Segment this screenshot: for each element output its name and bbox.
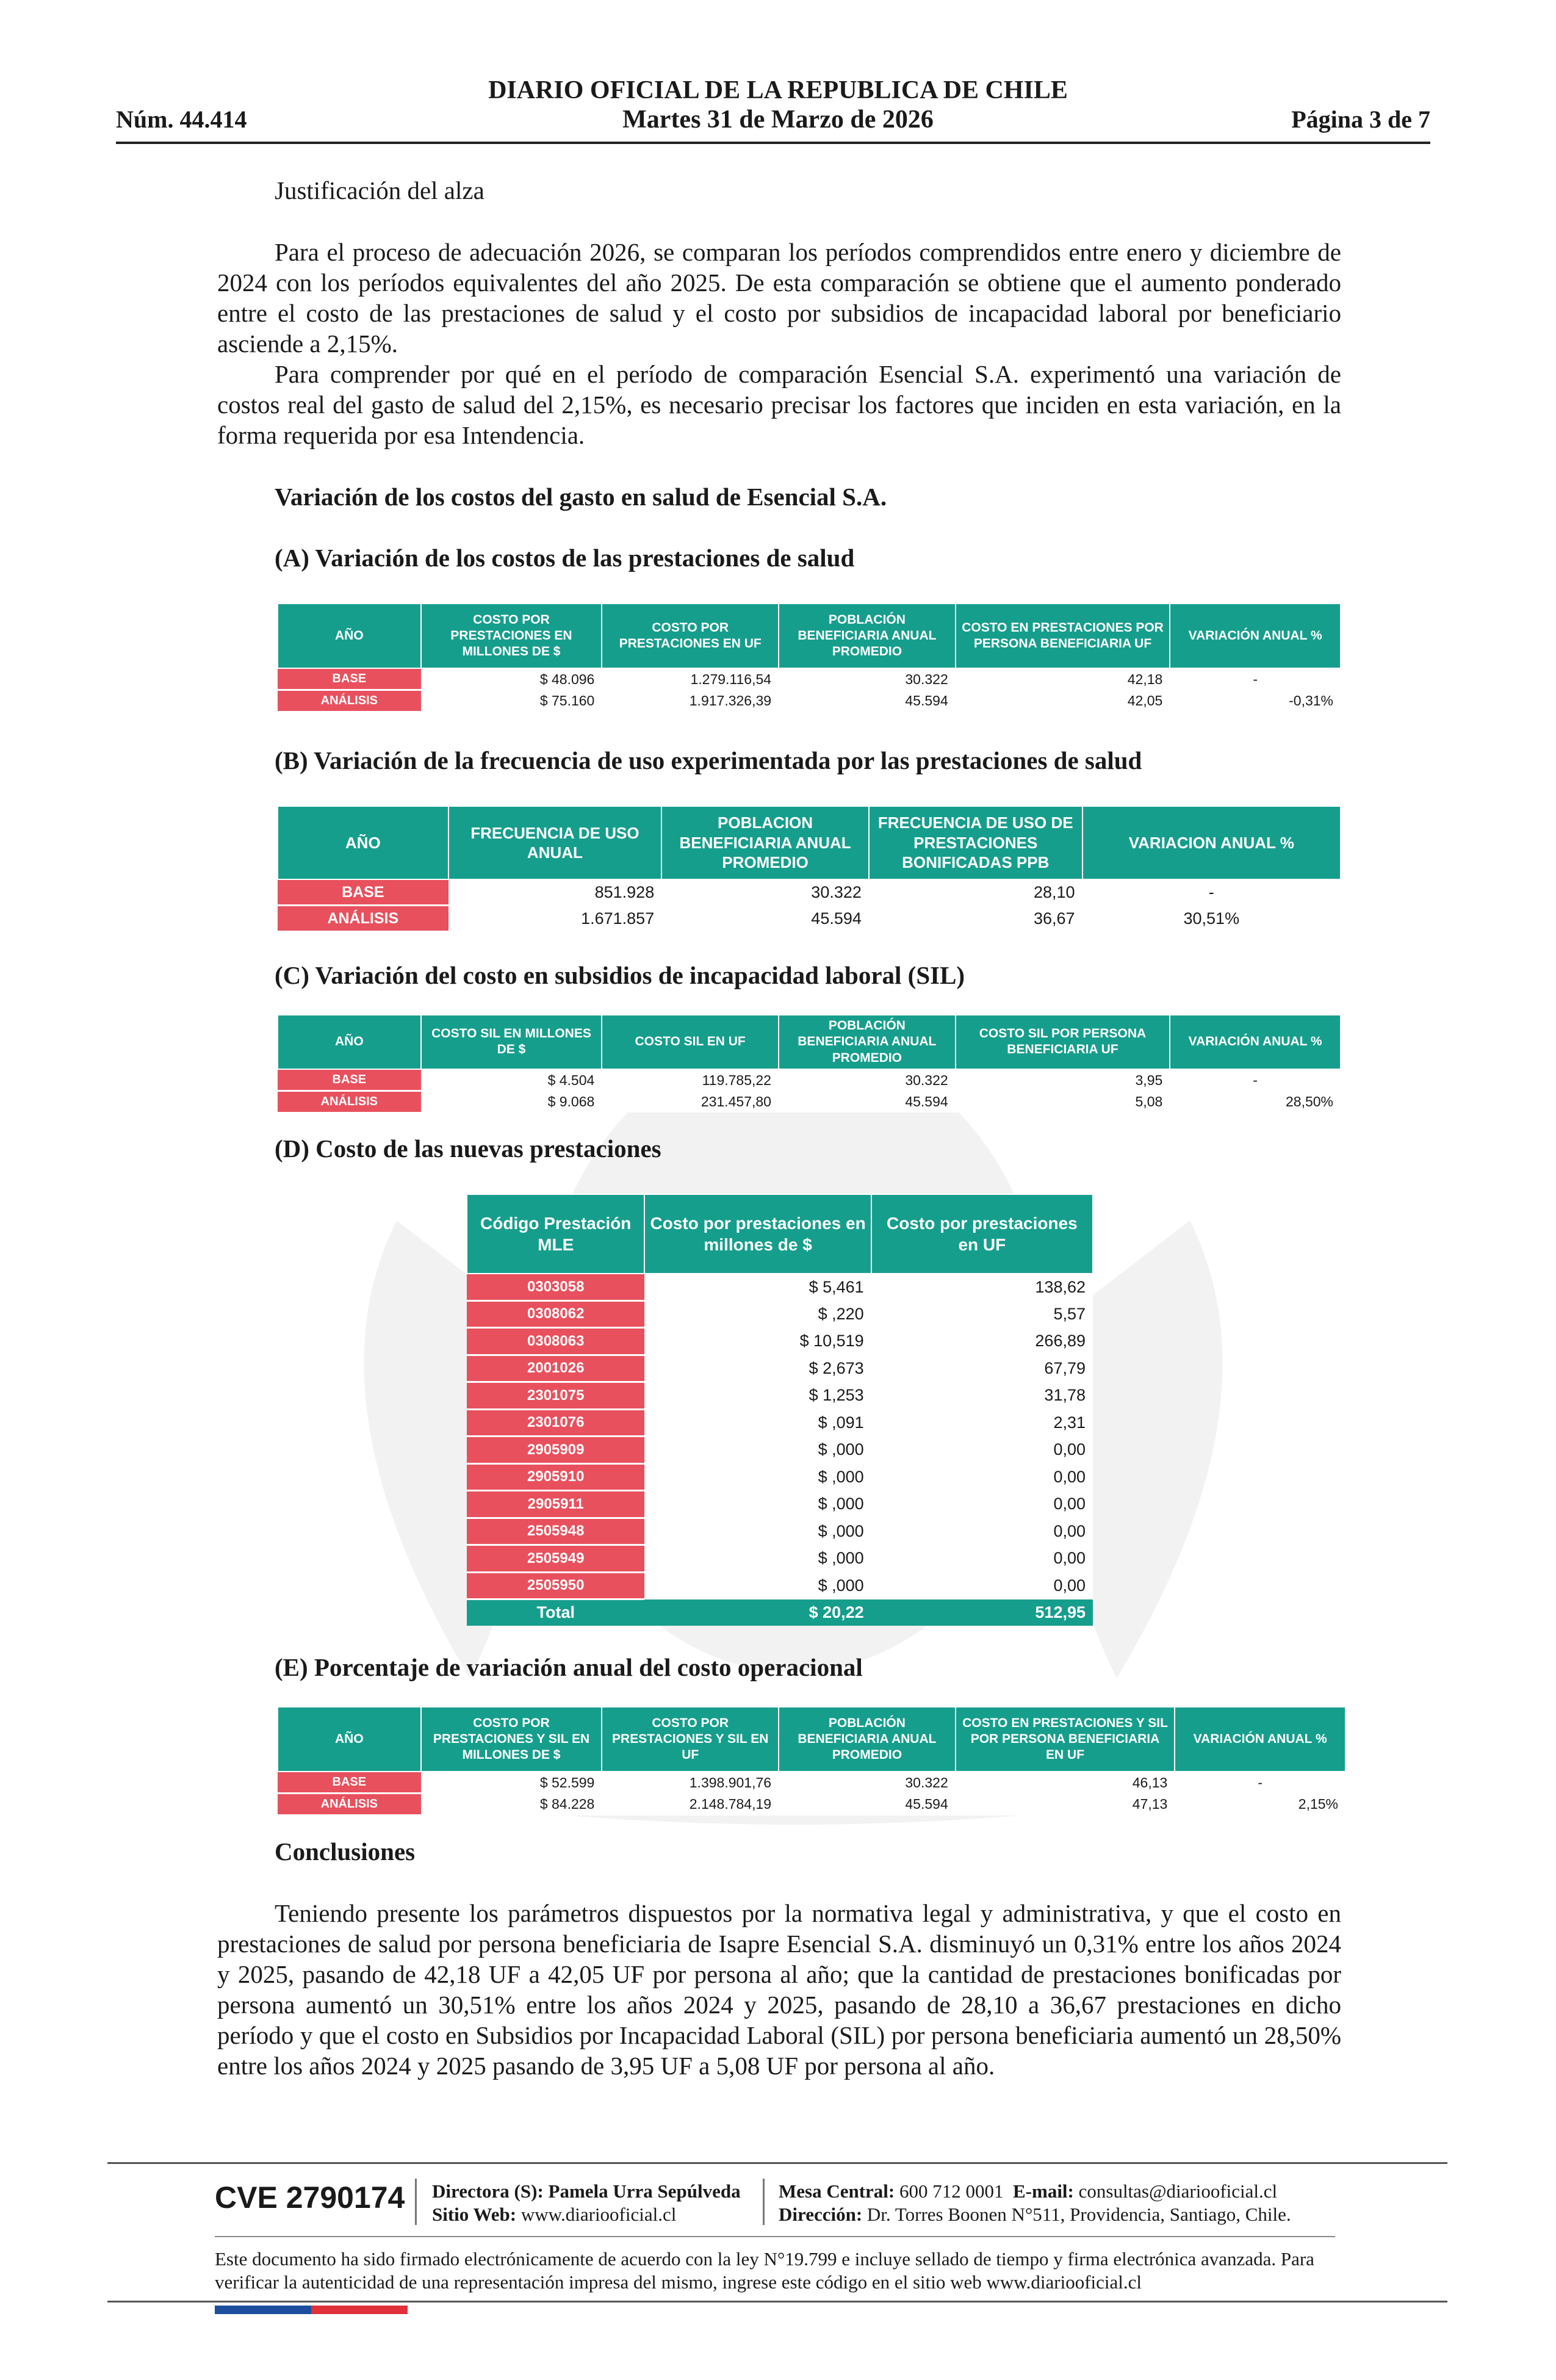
table-a <box>277 603 1341 713</box>
table-cell: - <box>1170 668 1341 690</box>
prestacion-code: 0308062 <box>467 1300 644 1328</box>
flag-bar-red <box>311 2306 408 2314</box>
table-cell: $ 75.160 <box>421 690 602 712</box>
table-cell: $ ,220 <box>644 1300 871 1328</box>
table-cell: 28,10 <box>869 879 1082 906</box>
table-row <box>278 690 1341 712</box>
variation-heading: Variación de los costos del gasto en salud de Esencial S.A. <box>275 483 887 511</box>
table-row <box>467 1545 1093 1573</box>
row-label: BASE <box>278 879 448 906</box>
prestacion-code: 2001026 <box>467 1355 644 1382</box>
table-row <box>278 1794 1345 1816</box>
table-cell: 0,00 <box>871 1437 1093 1464</box>
row-label: BASE <box>278 1772 421 1794</box>
table-row <box>467 1491 1093 1518</box>
table-a-header: COSTO POR PRESTACIONES EN UF <box>602 604 779 668</box>
prestacion-code: 2905910 <box>467 1463 644 1491</box>
table-c-header: POBLACIÓN BENEFICIARIA ANUAL PROMEDIO <box>779 1015 956 1069</box>
conclusions-paragraph: Teniendo presente los parámetros dispuestos por la normativa legal y administrativa, y que el costo en prestaciones de salud por persona beneficiaria de Isapre Esencial S.A. disminuyó un 0,31% entre los años 2024 y 2025, pasando de 42,18 UF a 42,05 UF por persona al año; que la cantidad de prestaciones bonificadas por persona aumentó un 30,51% entre los años 2024 y 2025, pasando de 28,10 a 36,67 prestaciones en dicho período y que el costo en Subsidios por Incapacidad Laboral (SIL) por persona beneficiaria aumentó un 28,50% entre los años 2024 y 2025 pasando de 3,95 UF a 5,08 UF por persona al año. <box>217 1899 1341 2080</box>
table-e-header-row <box>278 1707 1345 1772</box>
prestacion-code: 2505950 <box>467 1572 644 1599</box>
table-a-header-row <box>278 604 1341 668</box>
table-c <box>277 1014 1341 1114</box>
total-label: Total <box>467 1599 644 1626</box>
table-row <box>467 1355 1093 1382</box>
table-e-header: POBLACIÓN BENEFICIARIA ANUAL PROMEDIO <box>779 1707 956 1772</box>
website-line <box>432 2203 741 2226</box>
table-row <box>278 879 1341 906</box>
table-d-header: Código Prestación MLE <box>467 1194 644 1274</box>
table-cell: 31,78 <box>871 1382 1093 1410</box>
table-row <box>278 906 1341 932</box>
conclusions-block <box>217 1898 1341 2081</box>
table-cell: 47,13 <box>956 1794 1175 1816</box>
table-e-header: COSTO POR PRESTACIONES Y SIL EN MILLONES DE $ <box>421 1707 602 1772</box>
paragraph-2: Para comprender por qué en el período de comparación Esencial S.A. experimentó una variación de costos real del gasto de salud del 2,15%, es necesario precisar los factores que inciden en esta variación, en la forma requerida por esa Intendencia. <box>217 360 1341 449</box>
table-cell: $ 4.504 <box>421 1069 602 1091</box>
table-cell: 119.785,22 <box>602 1069 779 1091</box>
table-row <box>278 668 1341 690</box>
footer-separator <box>763 2179 765 2225</box>
table-cell: 45.594 <box>779 1091 956 1112</box>
table-d-header-row <box>467 1194 1093 1274</box>
table-cell: 30,51% <box>1082 906 1341 932</box>
table-b-header: POBLACION BENEFICIARIA ANUAL PROMEDIO <box>661 806 869 879</box>
table-cell: $ ,000 <box>644 1437 871 1464</box>
table-b <box>277 806 1341 932</box>
table-cell: - <box>1170 1069 1341 1091</box>
table-a-header: AÑO <box>278 604 421 668</box>
table-cell: $ 5,461 <box>644 1274 871 1300</box>
table-cell: 42,18 <box>956 668 1170 690</box>
table-cell: $ 84.228 <box>421 1794 602 1816</box>
table-cell: 0,00 <box>871 1518 1093 1545</box>
issue-number: Núm. 44.414 <box>116 106 247 133</box>
section-d-heading: (D) Costo de las nuevas prestaciones <box>275 1134 661 1163</box>
table-cell: 3,95 <box>956 1069 1170 1091</box>
table-c-header-row <box>278 1015 1341 1069</box>
table-a-header: COSTO EN PRESTACIONES POR PERSONA BENEFICIARIA UF <box>956 604 1170 668</box>
website-label: Sitio Web: <box>432 2204 517 2225</box>
header-divider <box>116 142 1430 144</box>
table-row <box>467 1409 1093 1437</box>
table-b-header: AÑO <box>278 806 448 879</box>
table-cell: 45.594 <box>661 906 869 932</box>
prestacion-code: 2905911 <box>467 1491 644 1518</box>
table-row <box>467 1274 1093 1300</box>
row-label: ANÁLISIS <box>278 1091 421 1112</box>
table-d-header: Costo por prestaciones en millones de $ <box>644 1194 871 1274</box>
table-cell: 266,89 <box>871 1328 1093 1355</box>
table-row <box>467 1328 1093 1355</box>
total-cost-millions: $ 20,22 <box>644 1599 871 1626</box>
table-cell: 30.322 <box>779 1069 956 1091</box>
total-cost-uf: 512,95 <box>871 1599 1093 1626</box>
table-cell: 30.322 <box>779 668 956 690</box>
table-cell: 30.322 <box>661 879 869 906</box>
table-cell: 0,00 <box>871 1572 1093 1599</box>
table-cell: $ ,000 <box>644 1545 871 1573</box>
table-cell: 0,00 <box>871 1545 1093 1573</box>
table-row <box>467 1518 1093 1545</box>
table-cell: 67,79 <box>871 1355 1093 1382</box>
section-e-heading: (E) Porcentaje de variación anual del costo operacional <box>275 1653 863 1681</box>
table-c-header: COSTO SIL POR PERSONA BENEFICIARIA UF <box>956 1015 1170 1069</box>
table-cell: - <box>1175 1772 1345 1794</box>
table-cell: 45.594 <box>779 1794 956 1816</box>
table-e-header: COSTO EN PRESTACIONES Y SIL POR PERSONA BENEFICIARIA EN UF <box>956 1707 1175 1772</box>
footer-divider <box>107 2162 1447 2164</box>
email-link[interactable]: consultas@diariooficial.cl <box>1078 2180 1278 2202</box>
prestacion-code: 2301075 <box>467 1382 644 1410</box>
paragraph-1: Para el proceso de adecuación 2026, se comparan los períodos comprendidos entre enero y diciembre de 2024 con los períodos equivalentes del año 2025. De esta comparación se obtiene que el aumento ponderado entre el costo de las prestaciones de salud y el costo por subsidios de incapacidad laboral por beneficiario asciende a 2,15%. <box>217 238 1341 358</box>
table-cell: $ 9.068 <box>421 1091 602 1112</box>
table-cell: - <box>1082 879 1341 906</box>
table-cell: -0,31% <box>1170 690 1341 712</box>
contact-line <box>779 2180 1291 2203</box>
table-row <box>467 1463 1093 1491</box>
masthead-date: Martes 31 de Marzo de 2026 <box>622 106 934 134</box>
table-cell: 30.322 <box>779 1772 956 1794</box>
table-cell: 1.279.116,54 <box>602 668 779 690</box>
table-cell: 2,31 <box>871 1409 1093 1437</box>
section-c-heading: (C) Variación del costo en subsidios de incapacidad laboral (SIL) <box>275 961 965 989</box>
table-cell: $ 52.599 <box>421 1772 602 1794</box>
intro-paragraphs <box>217 237 1341 450</box>
table-b-header-row <box>278 806 1341 879</box>
table-cell: $ ,000 <box>644 1572 871 1599</box>
table-cell: 46,13 <box>956 1772 1175 1794</box>
justification-title: Justificación del alza <box>275 176 484 204</box>
flag-bar-blue <box>215 2306 311 2314</box>
table-row <box>467 1437 1093 1464</box>
director-label: Directora (S): <box>432 2180 544 2202</box>
table-e-header: AÑO <box>278 1707 421 1772</box>
table-cell: $ 2,673 <box>644 1355 871 1382</box>
footer-bottom-divider <box>107 2301 1447 2302</box>
table-c-header: COSTO SIL EN UF <box>602 1015 779 1069</box>
table-b-header: VARIACION ANUAL % <box>1082 806 1341 879</box>
table-cell: 5,08 <box>956 1091 1170 1112</box>
table-cell: 45.594 <box>779 690 956 712</box>
table-total-row <box>467 1599 1093 1626</box>
row-label: ANÁLISIS <box>278 690 421 712</box>
row-label: ANÁLISIS <box>278 1794 421 1816</box>
table-row <box>467 1382 1093 1410</box>
section-a-heading: (A) Variación de los costos de las prestaciones de salud <box>275 544 855 572</box>
table-cell: 1.917.326,39 <box>602 690 779 712</box>
row-label: ANÁLISIS <box>278 906 448 932</box>
table-cell: 36,67 <box>869 906 1082 932</box>
table-b-header: FRECUENCIA DE USO DE PRESTACIONES BONIFICADAS PPB <box>869 806 1082 879</box>
table-cell: 1.398.901,76 <box>602 1772 779 1794</box>
prestacion-code: 2301076 <box>467 1409 644 1437</box>
prestacion-code: 0308063 <box>467 1328 644 1355</box>
section-b-heading: (B) Variación de la frecuencia de uso experimentada por las prestaciones de salud <box>275 746 1142 774</box>
table-a-header: COSTO POR PRESTACIONES EN MILLONES DE $ <box>421 604 602 668</box>
prestacion-code: 0303058 <box>467 1274 644 1300</box>
table-d <box>466 1194 1093 1626</box>
table-cell: $ 1,253 <box>644 1382 871 1410</box>
table-row <box>467 1300 1093 1328</box>
table-cell: 1.671.857 <box>448 906 662 932</box>
table-cell: 2.148.784,19 <box>602 1794 779 1816</box>
table-cell: $ ,000 <box>644 1463 871 1491</box>
table-cell: 5,57 <box>871 1300 1093 1328</box>
row-label: BASE <box>278 1069 421 1091</box>
footer-inner-divider <box>215 2236 1335 2237</box>
address-value: Dr. Torres Boonen N°511, Providencia, Santiago, Chile. <box>866 2204 1291 2225</box>
table-cell: 42,05 <box>956 690 1170 712</box>
table-row <box>278 1772 1345 1794</box>
phone-label: Mesa Central: <box>779 2180 895 2202</box>
table-d-header: Costo por prestaciones en UF <box>871 1194 1093 1274</box>
website-link[interactable]: www.diariooficial.cl <box>520 2204 677 2225</box>
table-cell: $ ,000 <box>644 1491 871 1518</box>
director-name: Pamela Urra Sepúlveda <box>548 2180 741 2202</box>
table-e-header: VARIACIÓN ANUAL % <box>1175 1707 1345 1772</box>
email-label: E-mail: <box>1013 2180 1074 2202</box>
address-label: Dirección: <box>779 2204 863 2225</box>
page-indicator: Página 3 de 7 <box>1291 106 1430 133</box>
row-label: BASE <box>278 668 421 690</box>
director-line <box>432 2180 741 2203</box>
table-a-header: POBLACIÓN BENEFICIARIA ANUAL PROMEDIO <box>779 604 956 668</box>
table-c-header: VARIACIÓN ANUAL % <box>1170 1015 1341 1069</box>
table-cell: $ 10,519 <box>644 1328 871 1355</box>
cve-code: CVE 2790174 <box>215 2180 405 2215</box>
table-c-header: COSTO SIL EN MILLONES DE $ <box>421 1015 602 1069</box>
table-cell: 0,00 <box>871 1491 1093 1518</box>
footer-separator <box>415 2179 417 2225</box>
footer-contact-block <box>779 2180 1291 2226</box>
table-e <box>277 1706 1346 1816</box>
phone-value: 600 712 0001 <box>899 2180 1004 2202</box>
table-row <box>278 1069 1341 1091</box>
table-cell: $ ,000 <box>644 1518 871 1545</box>
footer-director-block <box>432 2180 741 2226</box>
table-cell: 851.928 <box>448 879 662 906</box>
table-cell: 2,15% <box>1175 1794 1345 1816</box>
table-cell: 231.457,80 <box>602 1091 779 1112</box>
address-line <box>779 2203 1291 2226</box>
table-cell: 28,50% <box>1170 1091 1341 1112</box>
table-b-header: FRECUENCIA DE USO ANUAL <box>448 806 662 879</box>
table-cell: 0,00 <box>871 1463 1093 1491</box>
prestacion-code: 2505948 <box>467 1518 644 1545</box>
prestacion-code: 2905909 <box>467 1437 644 1464</box>
table-a-header: VARIACIÓN ANUAL % <box>1170 604 1341 668</box>
conclusions-title: Conclusiones <box>275 1837 416 1866</box>
table-row <box>467 1572 1093 1599</box>
masthead-title: DIARIO OFICIAL DE LA REPUBLICA DE CHILE <box>488 76 1068 104</box>
legal-notice: Este documento ha sido firmado electrónicamente de acuerdo con la ley N°19.799 e incluye sellado de tiempo y firma electrónica avanzada. Para verificar la autenticidad de una representación impresa del mismo, ingrese este código en el sitio web www.diariooficial.cl <box>215 2248 1314 2293</box>
table-e-header: COSTO POR PRESTACIONES Y SIL EN UF <box>602 1707 779 1772</box>
table-row <box>278 1091 1341 1112</box>
table-cell: $ 48.096 <box>421 668 602 690</box>
table-c-header: AÑO <box>278 1015 421 1069</box>
table-cell: 138,62 <box>871 1274 1093 1300</box>
prestacion-code: 2505949 <box>467 1545 644 1573</box>
table-cell: $ ,091 <box>644 1409 871 1437</box>
